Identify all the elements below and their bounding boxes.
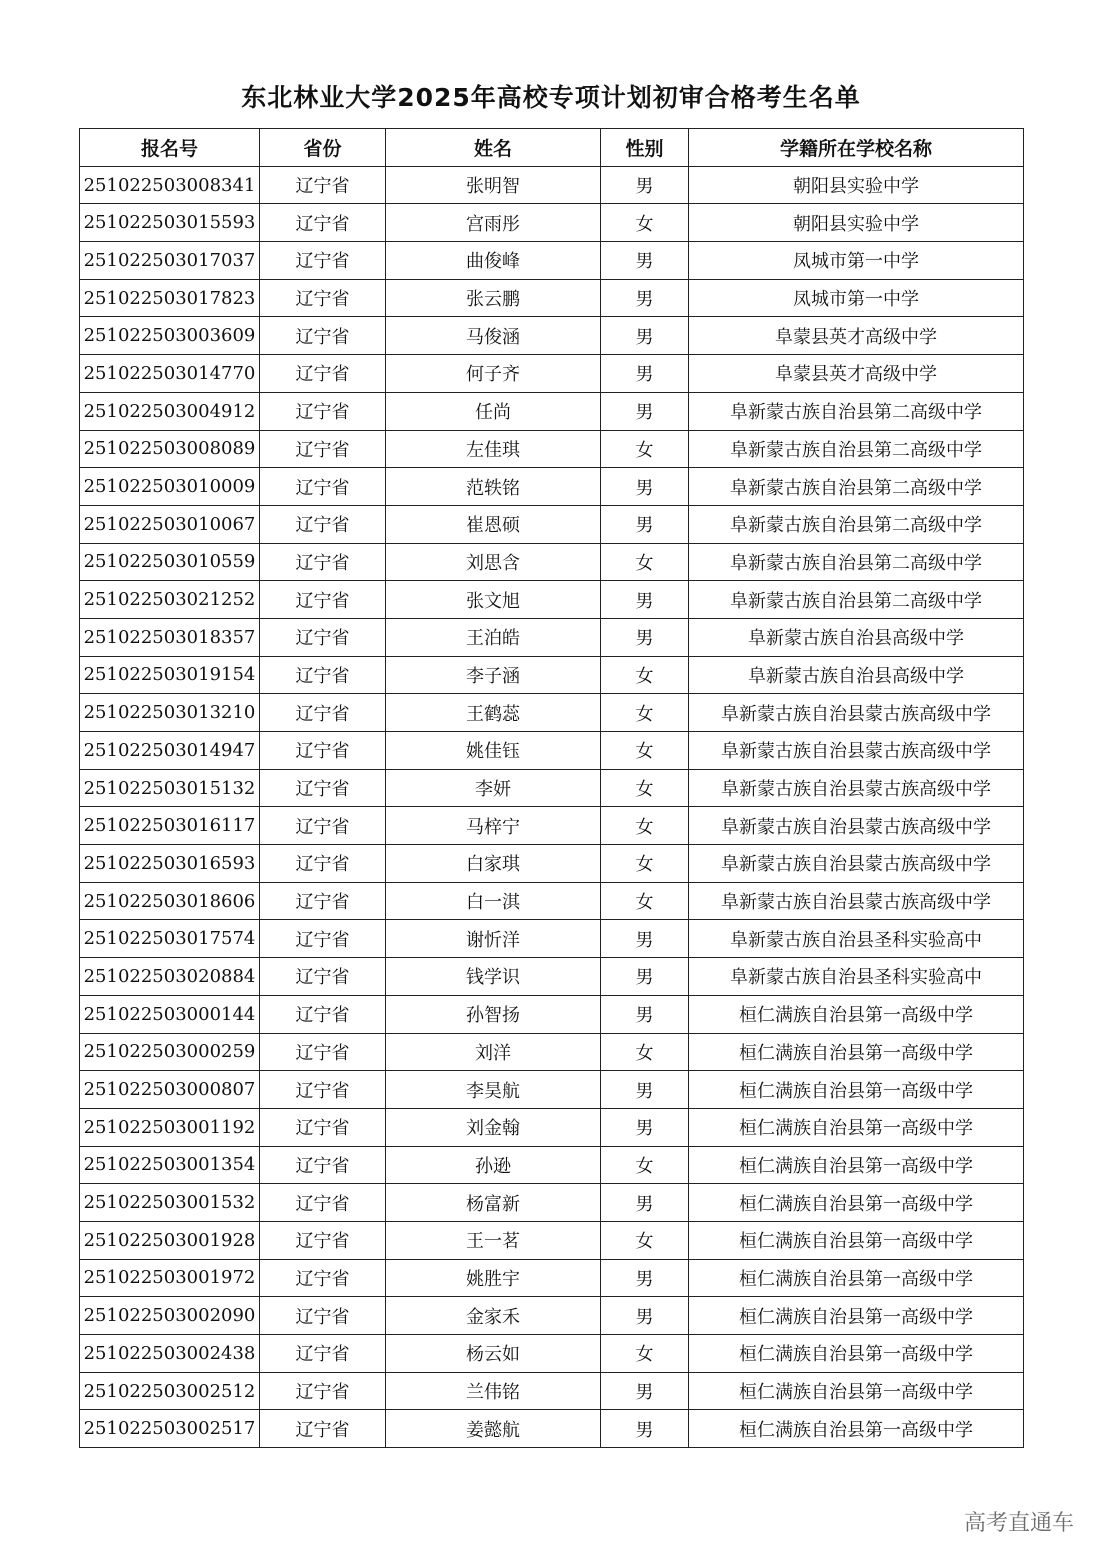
table-row (80, 958, 1024, 996)
cell-school: 阜新蒙古族自治县第二高级中学 (689, 392, 1024, 430)
table-row (80, 769, 1024, 807)
cell-province: 辽宁省 (260, 958, 386, 996)
cell-province: 辽宁省 (260, 505, 386, 543)
cell-registration-id: 251022503002090 (80, 1297, 260, 1335)
cell-name: 刘思含 (386, 543, 601, 581)
cell-registration-id: 251022503001532 (80, 1184, 260, 1222)
table-row (80, 355, 1024, 393)
cell-gender: 女 (601, 845, 689, 883)
page-title: 东北林业大学2025年高校专项计划初审合格考生名单 (241, 83, 861, 112)
table-row (80, 1372, 1024, 1410)
cell-gender: 女 (601, 694, 689, 732)
cell-province: 辽宁省 (260, 920, 386, 958)
cell-name: 范轶铭 (386, 468, 601, 506)
cell-gender: 男 (601, 505, 689, 543)
cell-gender: 女 (601, 1221, 689, 1259)
cell-school: 桓仁满族自治县第一高级中学 (689, 1221, 1024, 1259)
cell-name: 任尚 (386, 392, 601, 430)
cell-gender: 男 (601, 995, 689, 1033)
cell-school: 凤城市第一中学 (689, 279, 1024, 317)
cell-registration-id: 251022503018357 (80, 618, 260, 656)
column-header-province: 省份 (260, 129, 386, 167)
cell-province: 辽宁省 (260, 1335, 386, 1373)
cell-school: 朝阳县实验中学 (689, 204, 1024, 242)
cell-province: 辽宁省 (260, 1297, 386, 1335)
cell-gender: 男 (601, 920, 689, 958)
cell-registration-id: 251022503003609 (80, 317, 260, 355)
cell-registration-id: 251022503015132 (80, 769, 260, 807)
cell-gender: 男 (601, 1108, 689, 1146)
cell-name: 谢忻洋 (386, 920, 601, 958)
cell-school: 桓仁满族自治县第一高级中学 (689, 1071, 1024, 1109)
cell-province: 辽宁省 (260, 543, 386, 581)
cell-gender: 女 (601, 732, 689, 770)
cell-province: 辽宁省 (260, 392, 386, 430)
cell-school: 阜新蒙古族自治县蒙古族高级中学 (689, 807, 1024, 845)
table-row (80, 1297, 1024, 1335)
table-row (80, 543, 1024, 581)
cell-name: 孙逊 (386, 1146, 601, 1184)
cell-school: 阜新蒙古族自治县第二高级中学 (689, 468, 1024, 506)
table-row (80, 995, 1024, 1033)
cell-school: 桓仁满族自治县第一高级中学 (689, 1184, 1024, 1222)
cell-registration-id: 251022503001972 (80, 1259, 260, 1297)
cell-registration-id: 251022503018606 (80, 882, 260, 920)
table-row (80, 694, 1024, 732)
table-row (80, 1184, 1024, 1222)
table-row (80, 242, 1024, 280)
cell-registration-id: 251022503002438 (80, 1335, 260, 1373)
cell-registration-id: 251022503016593 (80, 845, 260, 883)
cell-province: 辽宁省 (260, 732, 386, 770)
table-row (80, 845, 1024, 883)
cell-province: 辽宁省 (260, 468, 386, 506)
table-row (80, 430, 1024, 468)
cell-gender: 男 (601, 279, 689, 317)
cell-registration-id: 251022503008341 (80, 166, 260, 204)
cell-name: 孙智扬 (386, 995, 601, 1033)
cell-school: 朝阳县实验中学 (689, 166, 1024, 204)
cell-registration-id: 251022503016117 (80, 807, 260, 845)
cell-gender: 女 (601, 543, 689, 581)
cell-school: 桓仁满族自治县第一高级中学 (689, 1297, 1024, 1335)
cell-name: 金家禾 (386, 1297, 601, 1335)
cell-province: 辽宁省 (260, 807, 386, 845)
cell-registration-id: 251022503000807 (80, 1071, 260, 1109)
cell-name: 李昊航 (386, 1071, 601, 1109)
cell-province: 辽宁省 (260, 1108, 386, 1146)
cell-school: 阜新蒙古族自治县蒙古族高级中学 (689, 694, 1024, 732)
cell-province: 辽宁省 (260, 1184, 386, 1222)
cell-gender: 男 (601, 1259, 689, 1297)
cell-province: 辽宁省 (260, 882, 386, 920)
cell-name: 王鹤蕊 (386, 694, 601, 732)
cell-registration-id: 251022503001354 (80, 1146, 260, 1184)
cell-province: 辽宁省 (260, 242, 386, 280)
cell-school: 阜新蒙古族自治县蒙古族高级中学 (689, 732, 1024, 770)
cell-province: 辽宁省 (260, 694, 386, 732)
cell-name: 姚佳钰 (386, 732, 601, 770)
cell-registration-id: 251022503014770 (80, 355, 260, 393)
cell-province: 辽宁省 (260, 430, 386, 468)
cell-registration-id: 251022503000144 (80, 995, 260, 1033)
cell-gender: 男 (601, 1071, 689, 1109)
cell-name: 马梓宁 (386, 807, 601, 845)
cell-gender: 男 (601, 392, 689, 430)
table-row (80, 317, 1024, 355)
cell-name: 白家琪 (386, 845, 601, 883)
cell-school: 桓仁满族自治县第一高级中学 (689, 1335, 1024, 1373)
cell-gender: 女 (601, 204, 689, 242)
cell-registration-id: 251022503008089 (80, 430, 260, 468)
cell-name: 钱学识 (386, 958, 601, 996)
cell-gender: 女 (601, 1146, 689, 1184)
cell-province: 辽宁省 (260, 1410, 386, 1448)
cell-name: 何子齐 (386, 355, 601, 393)
cell-name: 张明智 (386, 166, 601, 204)
cell-school: 阜新蒙古族自治县蒙古族高级中学 (689, 769, 1024, 807)
cell-gender: 男 (601, 317, 689, 355)
cell-school: 阜新蒙古族自治县高级中学 (689, 656, 1024, 694)
cell-province: 辽宁省 (260, 1146, 386, 1184)
cell-gender: 男 (601, 242, 689, 280)
cell-school: 阜新蒙古族自治县圣科实验高中 (689, 920, 1024, 958)
cell-name: 兰伟铭 (386, 1372, 601, 1410)
table-row (80, 732, 1024, 770)
cell-school: 阜新蒙古族自治县蒙古族高级中学 (689, 882, 1024, 920)
cell-province: 辽宁省 (260, 317, 386, 355)
cell-gender: 女 (601, 882, 689, 920)
cell-school: 桓仁满族自治县第一高级中学 (689, 1108, 1024, 1146)
cell-name: 杨云如 (386, 1335, 601, 1373)
cell-school: 桓仁满族自治县第一高级中学 (689, 1372, 1024, 1410)
table-row (80, 807, 1024, 845)
cell-province: 辽宁省 (260, 355, 386, 393)
table-row (80, 204, 1024, 242)
table-row (80, 1108, 1024, 1146)
cell-province: 辽宁省 (260, 769, 386, 807)
cell-registration-id: 251022503004912 (80, 392, 260, 430)
cell-province: 辽宁省 (260, 656, 386, 694)
table-row (80, 1221, 1024, 1259)
cell-school: 阜新蒙古族自治县第二高级中学 (689, 505, 1024, 543)
cell-gender: 男 (601, 581, 689, 619)
cell-name: 马俊涵 (386, 317, 601, 355)
cell-province: 辽宁省 (260, 581, 386, 619)
column-header-name: 姓名 (386, 129, 601, 167)
cell-province: 辽宁省 (260, 279, 386, 317)
cell-gender: 男 (601, 1184, 689, 1222)
cell-province: 辽宁省 (260, 1372, 386, 1410)
cell-school: 桓仁满族自治县第一高级中学 (689, 1146, 1024, 1184)
cell-gender: 女 (601, 807, 689, 845)
cell-registration-id: 251022503019154 (80, 656, 260, 694)
table-row (80, 468, 1024, 506)
cell-name: 王一茗 (386, 1221, 601, 1259)
cell-registration-id: 251022503017823 (80, 279, 260, 317)
cell-registration-id: 251022503021252 (80, 581, 260, 619)
cell-province: 辽宁省 (260, 995, 386, 1033)
cell-gender: 男 (601, 1297, 689, 1335)
cell-name: 张云鹏 (386, 279, 601, 317)
candidate-table (79, 128, 1024, 1448)
cell-registration-id: 251022503002517 (80, 1410, 260, 1448)
cell-school: 桓仁满族自治县第一高级中学 (689, 1033, 1024, 1071)
table-row (80, 882, 1024, 920)
cell-gender: 女 (601, 1033, 689, 1071)
cell-name: 杨富新 (386, 1184, 601, 1222)
cell-gender: 男 (601, 1372, 689, 1410)
cell-registration-id: 251022503014947 (80, 732, 260, 770)
cell-registration-id: 251022503002512 (80, 1372, 260, 1410)
cell-school: 桓仁满族自治县第一高级中学 (689, 1259, 1024, 1297)
cell-school: 阜新蒙古族自治县蒙古族高级中学 (689, 845, 1024, 883)
column-header-gender: 性别 (601, 129, 689, 167)
cell-gender: 男 (601, 958, 689, 996)
cell-name: 张文旭 (386, 581, 601, 619)
table-row (80, 581, 1024, 619)
cell-name: 崔恩硕 (386, 505, 601, 543)
cell-school: 阜新蒙古族自治县第二高级中学 (689, 581, 1024, 619)
cell-province: 辽宁省 (260, 1071, 386, 1109)
cell-name: 姚胜宇 (386, 1259, 601, 1297)
cell-province: 辽宁省 (260, 1221, 386, 1259)
cell-name: 姜懿航 (386, 1410, 601, 1448)
cell-school: 阜新蒙古族自治县第二高级中学 (689, 430, 1024, 468)
cell-school: 桓仁满族自治县第一高级中学 (689, 995, 1024, 1033)
cell-registration-id: 251022503001192 (80, 1108, 260, 1146)
cell-gender: 男 (601, 166, 689, 204)
table-row (80, 656, 1024, 694)
cell-registration-id: 251022503017037 (80, 242, 260, 280)
cell-name: 刘金翰 (386, 1108, 601, 1146)
table-header-row (80, 129, 1024, 167)
table-row (80, 505, 1024, 543)
cell-registration-id: 251022503010559 (80, 543, 260, 581)
cell-name: 刘洋 (386, 1033, 601, 1071)
cell-registration-id: 251022503001928 (80, 1221, 260, 1259)
cell-province: 辽宁省 (260, 166, 386, 204)
cell-gender: 男 (601, 1410, 689, 1448)
cell-gender: 女 (601, 1335, 689, 1373)
cell-gender: 女 (601, 656, 689, 694)
table-row (80, 1146, 1024, 1184)
cell-name: 曲俊峰 (386, 242, 601, 280)
cell-school: 阜蒙县英才高级中学 (689, 355, 1024, 393)
watermark: 高考直通车 (963, 1511, 1074, 1536)
cell-name: 李子涵 (386, 656, 601, 694)
cell-province: 辽宁省 (260, 204, 386, 242)
cell-name: 左佳琪 (386, 430, 601, 468)
cell-registration-id: 251022503010067 (80, 505, 260, 543)
table-row (80, 1259, 1024, 1297)
cell-province: 辽宁省 (260, 845, 386, 883)
cell-registration-id: 251022503010009 (80, 468, 260, 506)
table-row (80, 920, 1024, 958)
cell-school: 桓仁满族自治县第一高级中学 (689, 1410, 1024, 1448)
cell-registration-id: 251022503015593 (80, 204, 260, 242)
cell-gender: 女 (601, 430, 689, 468)
cell-school: 阜蒙县英才高级中学 (689, 317, 1024, 355)
cell-gender: 男 (601, 355, 689, 393)
cell-gender: 女 (601, 769, 689, 807)
cell-registration-id: 251022503020884 (80, 958, 260, 996)
table-row (80, 1335, 1024, 1373)
cell-school: 阜新蒙古族自治县高级中学 (689, 618, 1024, 656)
cell-school: 阜新蒙古族自治县圣科实验高中 (689, 958, 1024, 996)
cell-province: 辽宁省 (260, 1259, 386, 1297)
cell-name: 宫雨彤 (386, 204, 601, 242)
table-row (80, 1071, 1024, 1109)
column-header-school: 学籍所在学校名称 (689, 129, 1024, 167)
cell-gender: 男 (601, 618, 689, 656)
cell-registration-id: 251022503017574 (80, 920, 260, 958)
cell-registration-id: 251022503000259 (80, 1033, 260, 1071)
table-row (80, 1033, 1024, 1071)
cell-province: 辽宁省 (260, 1033, 386, 1071)
cell-school: 凤城市第一中学 (689, 242, 1024, 280)
column-header-id: 报名号 (80, 129, 260, 167)
cell-registration-id: 251022503013210 (80, 694, 260, 732)
cell-name: 李妍 (386, 769, 601, 807)
cell-name: 王泊皓 (386, 618, 601, 656)
table-row (80, 166, 1024, 204)
table-row (80, 618, 1024, 656)
table-row (80, 279, 1024, 317)
cell-name: 白一淇 (386, 882, 601, 920)
table-body (80, 166, 1024, 1447)
table-row (80, 1410, 1024, 1448)
cell-province: 辽宁省 (260, 618, 386, 656)
table-row (80, 392, 1024, 430)
cell-school: 阜新蒙古族自治县第二高级中学 (689, 543, 1024, 581)
cell-gender: 男 (601, 468, 689, 506)
